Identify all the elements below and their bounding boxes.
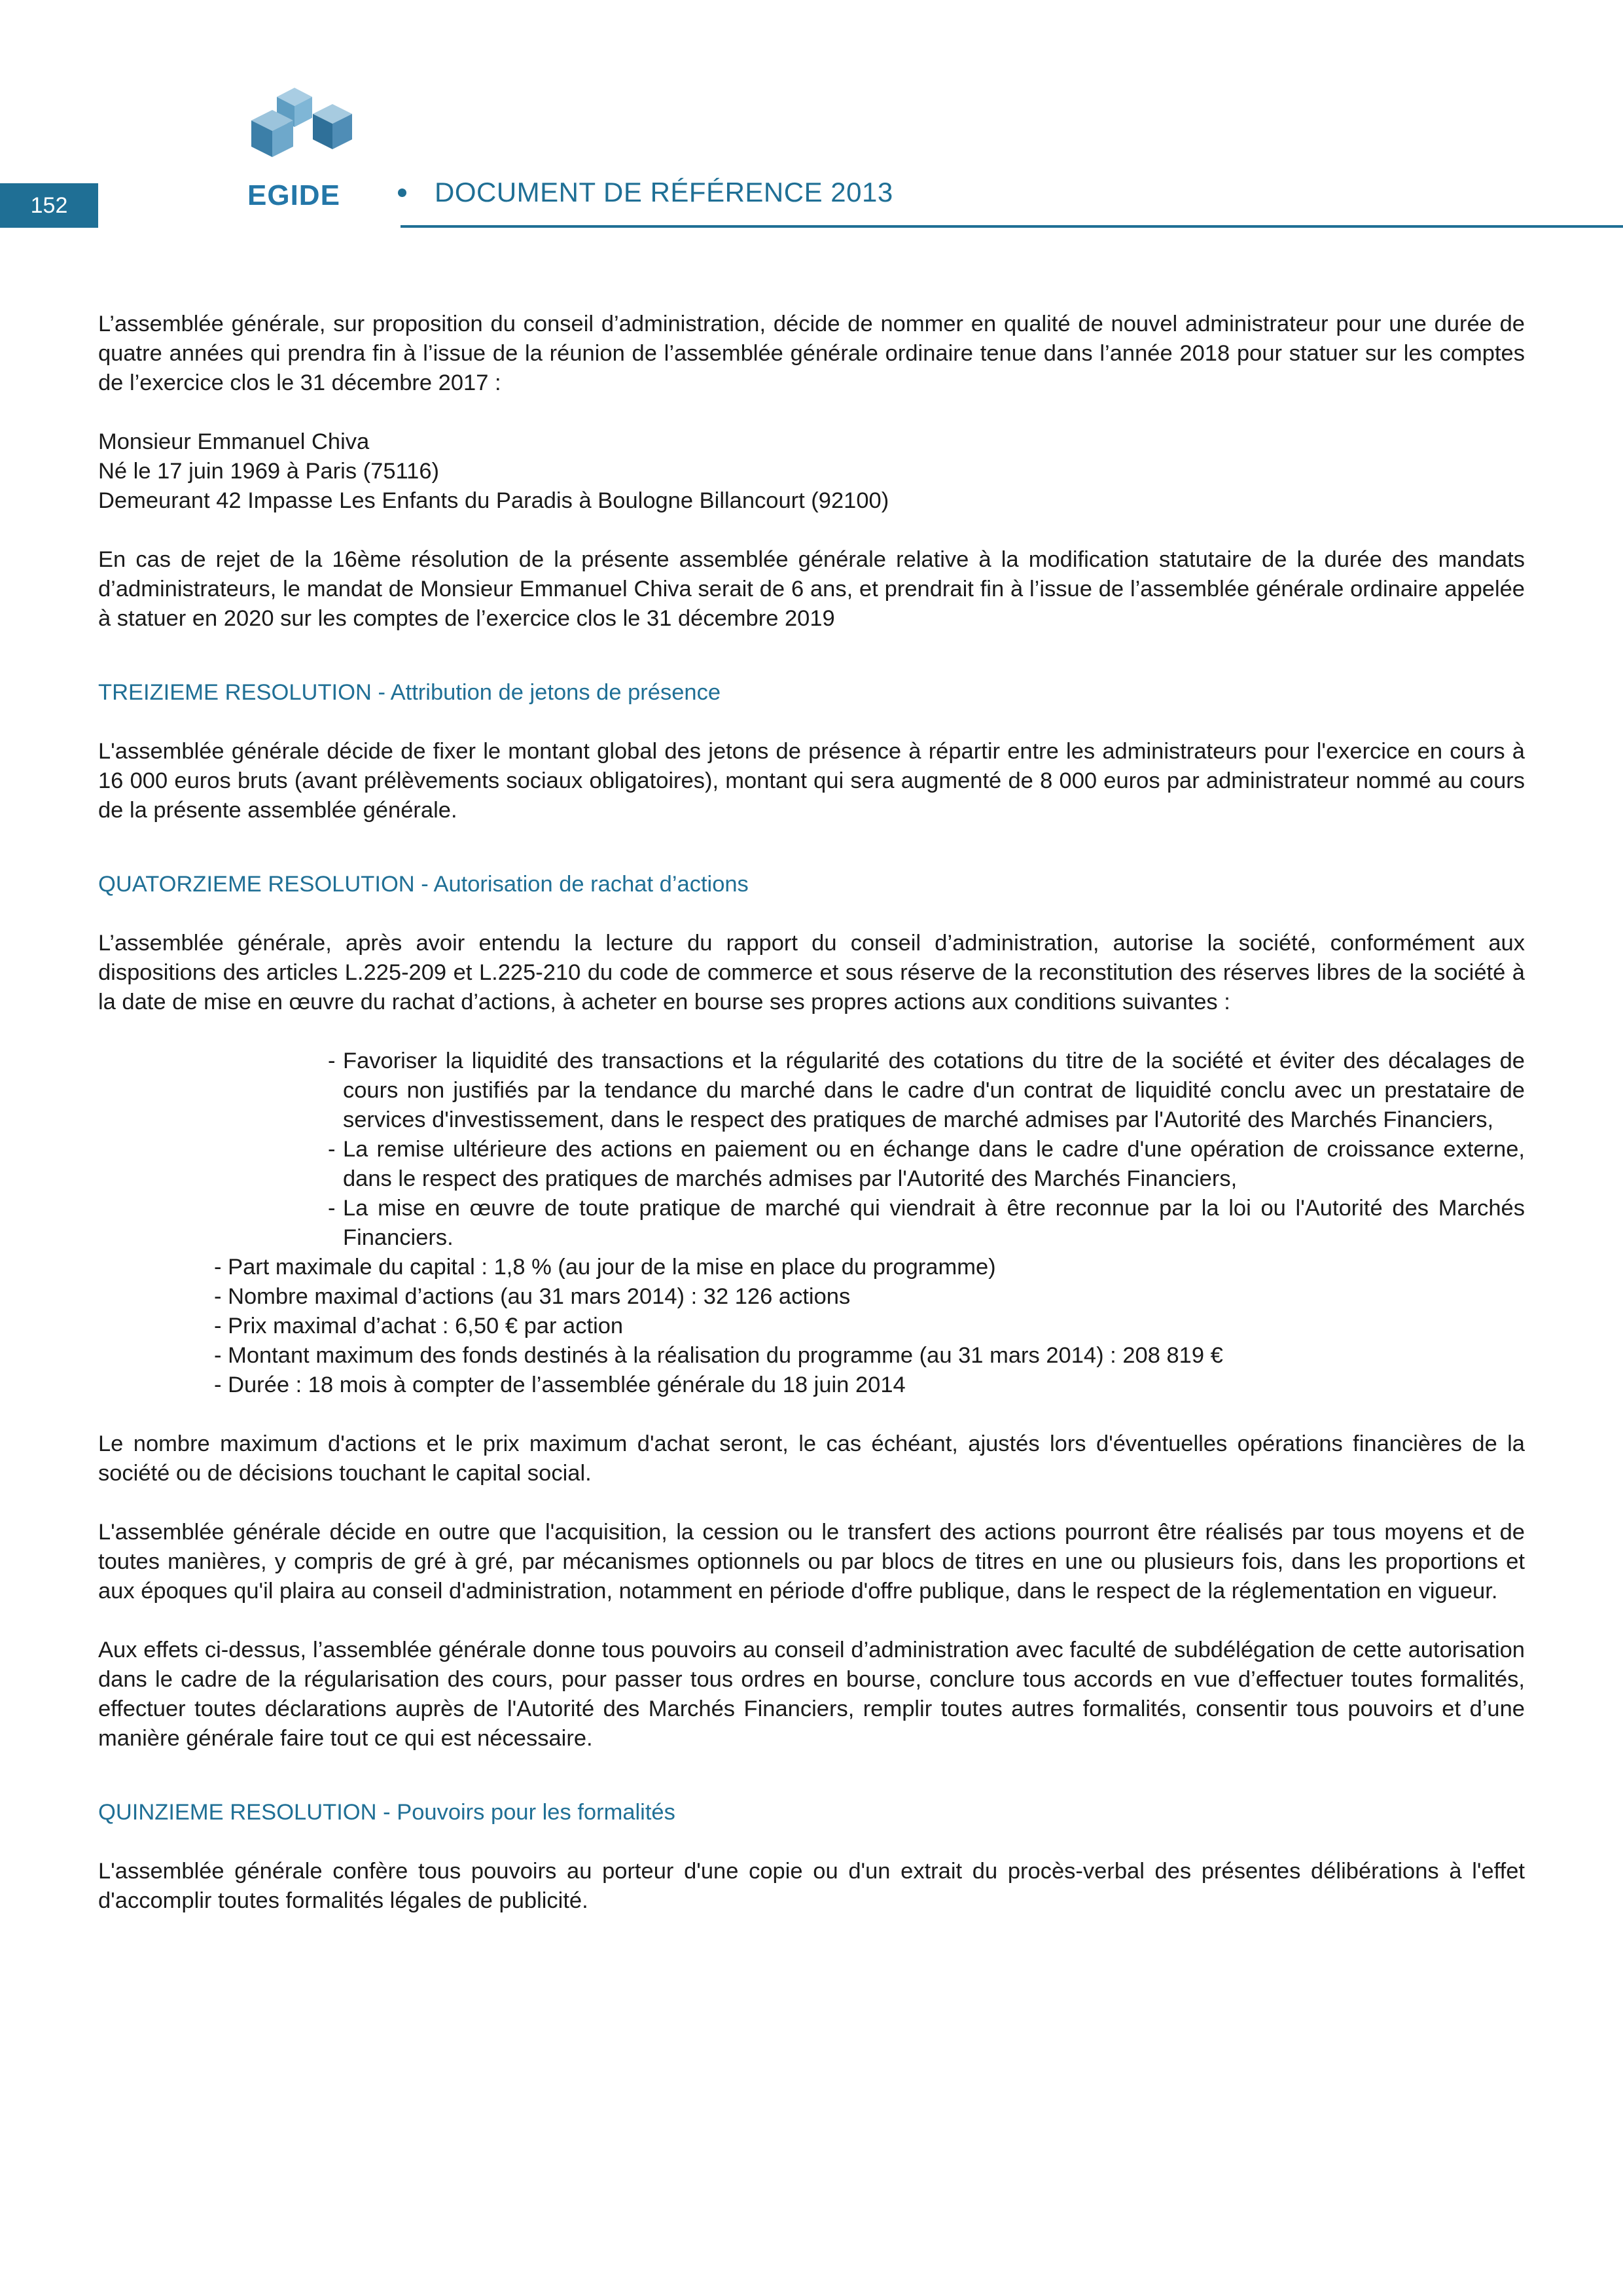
logo-text: EGIDE bbox=[247, 179, 340, 209]
intro-paragraph-2: En cas de rejet de la 16ème résolution de la présente assemblée générale relative à la modification statutaire de la durée des mandats d’administrateurs, le mandat de Monsieur Emmanuel Chiva serait de 6 ans, et prendrait fin à l’issue de l’assemblée générale ordinaire appelée à statuer en 2020 sur les comptes de l’exercice clos le 31 décembre 2019 bbox=[98, 547, 1525, 631]
res14-paragraph-a: Le nombre maximum d'actions et le prix maximum d'achat seront, le cas échéant, ajustés lors d'éventuelles opérations financières de la société ou de décisions touchant le capital social. bbox=[98, 1431, 1525, 1486]
res14-paragraph-c: Aux effets ci-dessus, l’assemblée générale donne tous pouvoirs au conseil d’administration avec faculté de subdélégation de cette autorisation dans le cadre de la régularisation des cours, pour passer tous ordres en bourse, conclure tous accords en vue d’effectuer toutes formalités, effectuer toutes déclarations auprès de l'Autorité des Marchés Financiers, remplir toutes autres formalités, consentir tous pouvoirs et d’une manière générale faire tout ce qui est nécessaire. bbox=[98, 1638, 1525, 1751]
condition-item: - Nombre maximal d’actions (au 31 mars 2014) : 32 126 actions bbox=[214, 1284, 851, 1309]
page-number: 152 bbox=[0, 183, 98, 228]
res13-paragraph: L'assemblée générale décide de fixer le montant global des jetons de présence à répartir entre les administrateurs pour l'exercice en cours à 16 000 euros bruts (avant prélèvements sociaux obligatoires), montant qui sera augmenté de 8 000 euros par administrateur nommé au cours de la présente assemblée générale. bbox=[98, 739, 1525, 823]
egide-logo bbox=[247, 84, 365, 209]
res14-intro: L’assemblée générale, après avoir entendu la lecture du rapport du conseil d’administration, autorise la société, conformément aux dispositions des articles L.225-209 et L.225-210 du code de commerce et sous réserve de la reconstitution des réserves libres de la société à la date de mise en œuvre du rachat d’actions, à acheter en bourse ses propres actions aux conditions suivantes : bbox=[98, 931, 1525, 1014]
main-content bbox=[98, 310, 1525, 1916]
objective-text: Favoriser la liquidité des transactions et la régularité des cotations du titre de la société et éviter des décalages de cours non justifiés par la tendance du marché dans le cadre d'un contrat de liquidité conclu avec un prestataire de services d'investissement, dans le respect des pratiques de marché admises par l'Autorité des Marchés Financiers, bbox=[343, 1049, 1525, 1132]
objective-text: La mise en œuvre de toute pratique de marché qui viendrait à être reconnue par la loi ou l'Autorité des Marchés Financiers. bbox=[343, 1196, 1525, 1250]
condition-item: - Durée : 18 mois à compter de l’assemblée générale du 18 juin 2014 bbox=[214, 1372, 906, 1397]
document-title: DOCUMENT DE RÉFÉRENCE 2013 bbox=[435, 177, 893, 207]
res13-heading: TREIZIEME RESOLUTION - Attribution de jetons de présence bbox=[98, 680, 721, 705]
objective-item: - Favoriser la liquidité des transactions et la régularité des cotations du titre de la société et éviter des décalages de cours non justifiés par la tendance du marché dans le cadre d'un contrat de liquidité conclu avec un prestataire de services d'investissement, dans le respect des pratiques de marché admises par l'Autorité des Marchés Financiers, bbox=[328, 1049, 1525, 1132]
objective-item: - La remise ultérieure des actions en paiement ou en échange dans le cadre d'une opération de croissance externe, dans le respect des pratiques de marchés admises par l'Autorité des Marchés Financiers, bbox=[328, 1137, 1525, 1191]
intro-paragraph: L’assemblée générale, sur proposition du conseil d’administration, décide de nommer en qualité de nouvel administrateur pour une durée de quatre années qui prendra fin à l’issue de la réunion de l’assemblée générale ordinaire tenue dans l’année 2018 pour statuer sur les comptes de l’exercice clos le 31 décembre 2017 : bbox=[98, 312, 1525, 395]
res15-paragraph: L'assemblée générale confère tous pouvoirs au porteur d'une copie ou d'un extrait du procès-verbal des présentes délibérations à l'effet d'accomplir toutes formalités légales de publicité. bbox=[98, 1859, 1525, 1913]
condition-item: - Part maximale du capital : 1,8 % (au jour de la mise en place du programme) bbox=[214, 1255, 996, 1280]
objective-text: La remise ultérieure des actions en paiement ou en échange dans le cadre d'une opération de croissance externe, dans le respect des pratiques de marchés admises par l'Autorité des Marchés Financiers, bbox=[343, 1137, 1525, 1191]
res15-heading: QUINZIEME RESOLUTION - Pouvoirs pour les formalités bbox=[98, 1800, 675, 1825]
res14-heading: QUATORZIEME RESOLUTION - Autorisation de rachat d’actions bbox=[98, 872, 749, 897]
condition-item: - Montant maximum des fonds destinés à la réalisation du programme (au 31 mars 2014) : 208 819 € bbox=[214, 1343, 1223, 1368]
res14-paragraph-b: L'assemblée générale décide en outre que l'acquisition, la cession ou le transfert des actions pourront être réalisés par tous moyens et de toutes manières, y compris de gré à gré, par mécanismes optionnels ou par blocs de titres en une ou plusieurs fois, dans les proportions et aux époques qu'il plaira au conseil d'administration, notamment en période d'offre publique, dans le respect de la réglementation en vigueur. bbox=[98, 1520, 1525, 1604]
nominee-address: Demeurant 42 Impasse Les Enfants du Paradis à Boulogne Billancourt (92100) bbox=[98, 488, 889, 513]
objective-item: - La mise en œuvre de toute pratique de marché qui viendrait à être reconnue par la loi ou l'Autorité des Marchés Financiers. bbox=[328, 1196, 1525, 1250]
header-rule bbox=[401, 225, 1623, 228]
header-bullet bbox=[398, 188, 406, 197]
condition-item: - Prix maximal d’achat : 6,50 € par action bbox=[214, 1314, 624, 1338]
nominee-birth: Né le 17 juin 1969 à Paris (75116) bbox=[98, 459, 440, 484]
nominee-name: Monsieur Emmanuel Chiva bbox=[98, 429, 370, 454]
